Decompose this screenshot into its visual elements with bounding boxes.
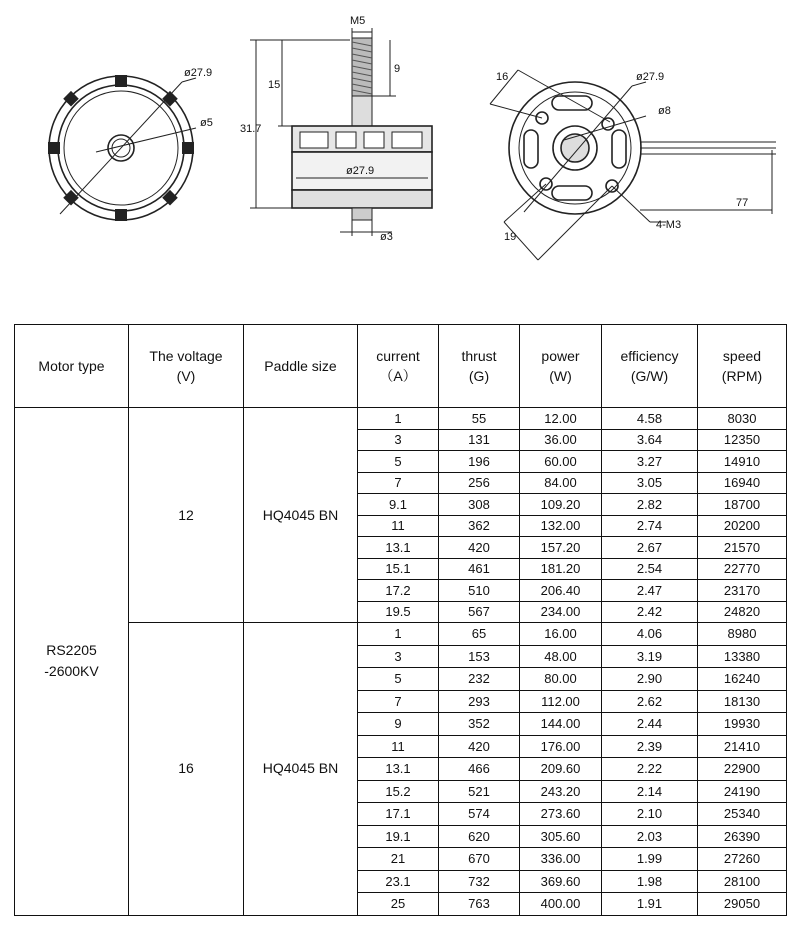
efficiency-cell: 1.99 (602, 848, 698, 871)
total-height-label: 31.7 (240, 123, 262, 135)
efficiency-cell: 2.62 (602, 690, 698, 713)
power-cell: 273.60 (520, 803, 602, 826)
power-cell: 305.60 (520, 825, 602, 848)
motor-type-line: RS2205 (46, 642, 97, 659)
hole-spacing-a-label: 16 (496, 71, 509, 83)
current-cell: 19.1 (358, 825, 439, 848)
efficiency-cell: 2.03 (602, 825, 698, 848)
current-cell: 5 (358, 451, 439, 473)
current-cell: 9.1 (358, 494, 439, 516)
current-cell: 5 (358, 668, 439, 691)
speed-cell: 14910 (698, 451, 787, 473)
efficiency-cell: 4.06 (602, 623, 698, 646)
power-cell: 336.00 (520, 848, 602, 871)
efficiency-cell: 2.42 (602, 601, 698, 623)
efficiency-cell: 1.98 (602, 870, 698, 893)
current-cell: 3 (358, 645, 439, 668)
efficiency-cell: 2.74 (602, 515, 698, 537)
thrust-cell: 256 (439, 472, 520, 494)
current-cell: 3 (358, 429, 439, 451)
thrust-cell: 420 (439, 537, 520, 559)
efficiency-cell: 2.54 (602, 558, 698, 580)
efficiency-cell: 2.67 (602, 537, 698, 559)
speed-cell: 29050 (698, 893, 787, 916)
efficiency-cell: 3.64 (602, 429, 698, 451)
current-cell: 13.1 (358, 537, 439, 559)
power-cell: 84.00 (520, 472, 602, 494)
efficiency-cell: 2.22 (602, 758, 698, 781)
speed-cell: 12350 (698, 429, 787, 451)
speed-cell: 16240 (698, 668, 787, 691)
thrust-cell: 293 (439, 690, 520, 713)
center-hole-label: ø8 (658, 105, 671, 117)
thrust-cell: 763 (439, 893, 520, 916)
speed-cell: 18700 (698, 494, 787, 516)
thread-label: M5 (350, 15, 366, 27)
table-row (15, 408, 787, 430)
power-cell: 176.00 (520, 735, 602, 758)
current-cell: 7 (358, 472, 439, 494)
power-cell: 400.00 (520, 893, 602, 916)
thrust-cell: 510 (439, 580, 520, 602)
header-voltage: The voltage (V) (129, 325, 244, 408)
power-cell: 80.00 (520, 668, 602, 691)
thrust-cell: 732 (439, 870, 520, 893)
header-efficiency: efficiency (G/W) (602, 325, 698, 408)
thrust-cell: 65 (439, 623, 520, 646)
efficiency-cell: 2.14 (602, 780, 698, 803)
thrust-cell: 308 (439, 494, 520, 516)
efficiency-cell: 3.05 (602, 472, 698, 494)
speed-cell: 22770 (698, 558, 787, 580)
power-cell: 48.00 (520, 645, 602, 668)
table-header-row (15, 325, 787, 408)
thrust-cell: 362 (439, 515, 520, 537)
current-cell: 13.1 (358, 758, 439, 781)
speed-cell: 13380 (698, 645, 787, 668)
speed-cell: 24820 (698, 601, 787, 623)
power-cell: 157.20 (520, 537, 602, 559)
efficiency-cell: 4.58 (602, 408, 698, 430)
speed-cell: 20200 (698, 515, 787, 537)
header-speed: speed (RPM) (698, 325, 787, 408)
thrust-cell: 670 (439, 848, 520, 871)
header-motor-type: Motor type (15, 325, 129, 408)
efficiency-cell: 2.10 (602, 803, 698, 826)
base-diameter-label: ø3 (380, 231, 393, 243)
side-view-drawing (240, 0, 460, 260)
current-cell: 15.2 (358, 780, 439, 803)
thrust-cell: 196 (439, 451, 520, 473)
thrust-cell: 461 (439, 558, 520, 580)
speed-cell: 23170 (698, 580, 787, 602)
efficiency-cell: 2.47 (602, 580, 698, 602)
front-shaft-diameter-label: ø5 (200, 117, 213, 129)
current-cell: 23.1 (358, 870, 439, 893)
thrust-cell: 420 (439, 735, 520, 758)
bottom-view-drawing (460, 0, 780, 290)
speed-cell: 16940 (698, 472, 787, 494)
hole-spacing-b-label: 19 (504, 231, 517, 243)
current-cell: 17.2 (358, 580, 439, 602)
body-diameter-label: ø27.9 (346, 165, 375, 177)
current-cell: 9 (358, 713, 439, 736)
power-cell: 60.00 (520, 451, 602, 473)
thrust-cell: 131 (439, 429, 520, 451)
power-cell: 132.00 (520, 515, 602, 537)
thrust-cell: 521 (439, 780, 520, 803)
thrust-cell: 352 (439, 713, 520, 736)
power-cell: 109.20 (520, 494, 602, 516)
shaft-height-label: 15 (268, 79, 281, 91)
current-cell: 21 (358, 848, 439, 871)
header-current: current （A） (358, 325, 439, 408)
header-thrust: thrust (G) (439, 325, 520, 408)
thrust-cell: 232 (439, 668, 520, 691)
speed-cell: 26390 (698, 825, 787, 848)
speed-cell: 18130 (698, 690, 787, 713)
speed-cell: 28100 (698, 870, 787, 893)
header-paddle-size: Paddle size (244, 325, 358, 408)
power-cell: 243.20 (520, 780, 602, 803)
thrust-cell: 574 (439, 803, 520, 826)
lead-length-label: 77 (736, 197, 749, 209)
power-cell: 12.00 (520, 408, 602, 430)
front-outer-diameter-label: ø27.9 (184, 67, 213, 79)
power-cell: 16.00 (520, 623, 602, 646)
current-cell: 1 (358, 623, 439, 646)
speed-cell: 21570 (698, 537, 787, 559)
power-cell: 369.60 (520, 870, 602, 893)
power-cell: 209.60 (520, 758, 602, 781)
thrust-cell: 153 (439, 645, 520, 668)
screws-label: 4-M3 (656, 219, 682, 231)
efficiency-cell: 2.39 (602, 735, 698, 758)
thrust-cell: 55 (439, 408, 520, 430)
speed-cell: 24190 (698, 780, 787, 803)
table-row (15, 623, 787, 646)
thrust-cell: 620 (439, 825, 520, 848)
speed-cell: 19930 (698, 713, 787, 736)
speed-cell: 27260 (698, 848, 787, 871)
power-cell: 234.00 (520, 601, 602, 623)
efficiency-cell: 1.91 (602, 893, 698, 916)
front-view-drawing (0, 0, 230, 260)
power-cell: 181.20 (520, 558, 602, 580)
power-cell: 112.00 (520, 690, 602, 713)
thrust-cell: 466 (439, 758, 520, 781)
speed-cell: 22900 (698, 758, 787, 781)
current-cell: 17.1 (358, 803, 439, 826)
current-cell: 11 (358, 735, 439, 758)
efficiency-cell: 2.44 (602, 713, 698, 736)
motor-type-line: -2600KV (44, 663, 99, 680)
current-cell: 1 (358, 408, 439, 430)
current-cell: 15.1 (358, 558, 439, 580)
paddle-size-cell: HQ4045 BN (244, 408, 358, 623)
efficiency-cell: 3.19 (602, 645, 698, 668)
speed-cell: 8030 (698, 408, 787, 430)
efficiency-cell: 2.90 (602, 668, 698, 691)
current-cell: 11 (358, 515, 439, 537)
bottom-outer-diameter-label: ø27.9 (636, 71, 665, 83)
efficiency-cell: 3.27 (602, 451, 698, 473)
header-power: power (W) (520, 325, 602, 408)
current-cell: 25 (358, 893, 439, 916)
power-cell: 36.00 (520, 429, 602, 451)
voltage-cell: 16 (129, 623, 244, 916)
motor-type-cell (15, 408, 129, 916)
power-cell: 144.00 (520, 713, 602, 736)
paddle-size-cell: HQ4045 BN (244, 623, 358, 916)
speed-cell: 8980 (698, 623, 787, 646)
current-cell: 19.5 (358, 601, 439, 623)
thrust-cell: 567 (439, 601, 520, 623)
thread-length-label: 9 (394, 63, 401, 75)
motor-performance-table (14, 324, 787, 916)
dimension-drawings (0, 0, 800, 300)
table-body (15, 408, 787, 916)
speed-cell: 25340 (698, 803, 787, 826)
power-cell: 206.40 (520, 580, 602, 602)
efficiency-cell: 2.82 (602, 494, 698, 516)
current-cell: 7 (358, 690, 439, 713)
speed-cell: 21410 (698, 735, 787, 758)
voltage-cell: 12 (129, 408, 244, 623)
